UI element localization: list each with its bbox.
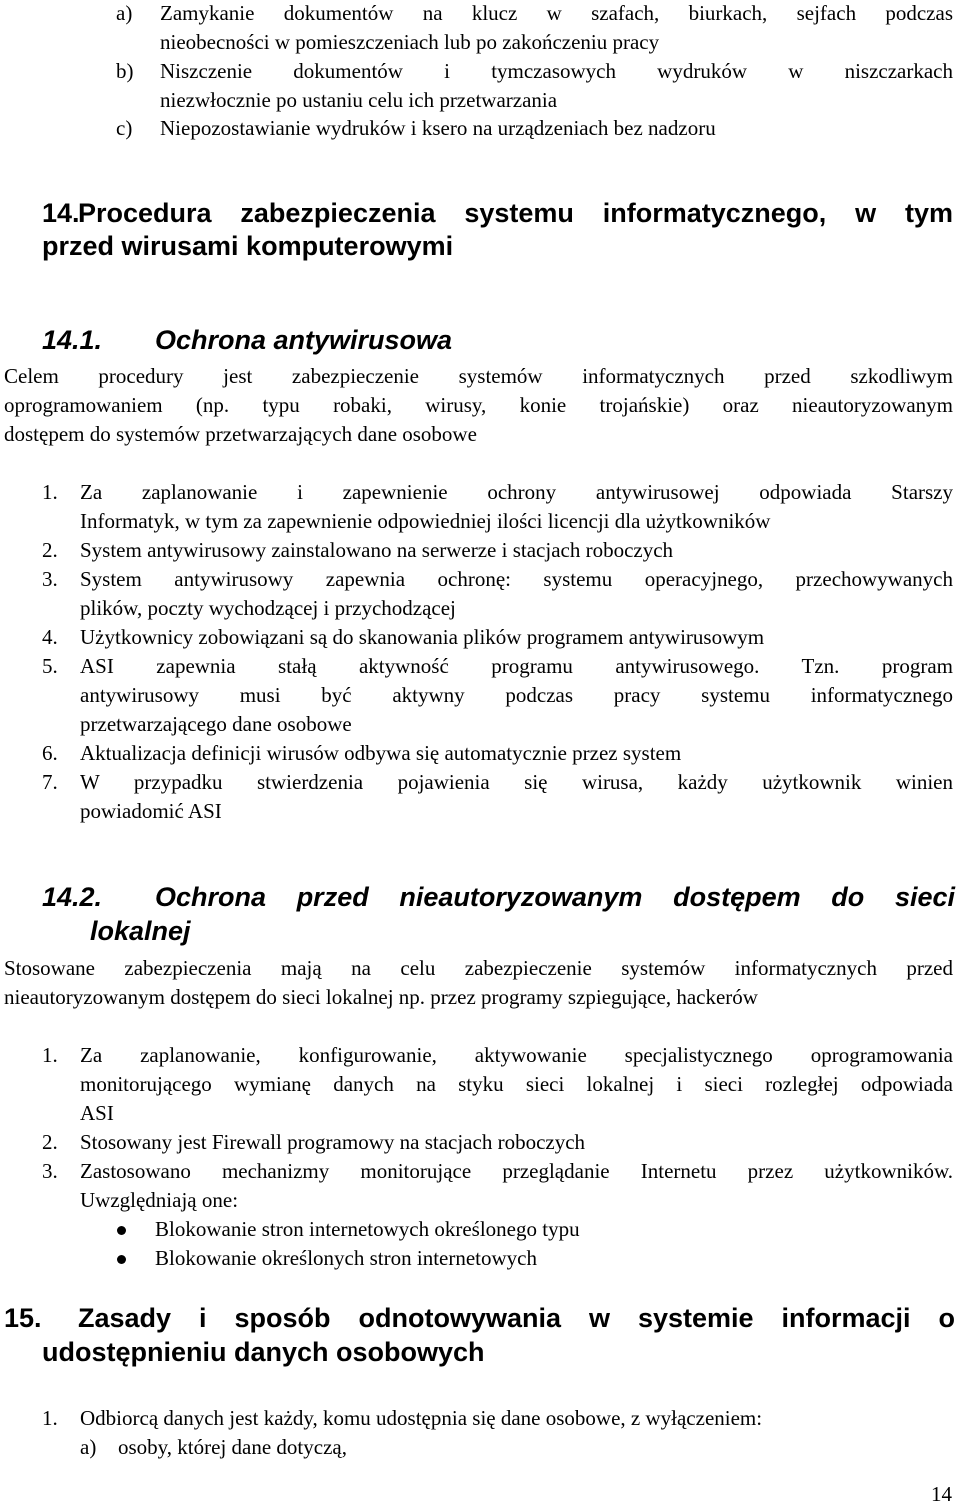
heading-number: 14.2. xyxy=(42,882,103,912)
heading-title: Ochrona antywirusowa xyxy=(155,325,453,355)
list-item-text: Za zaplanowanie i zapewnienie ochrony antywirusowej odpowiada Starszy xyxy=(80,480,953,504)
list-marker: a) xyxy=(116,1,133,25)
list-item-text: ASI xyxy=(80,1101,114,1125)
heading-title: Zasady i sposób odnotowywania w systemie informacji o xyxy=(78,1303,955,1333)
list-item-text: W przypadku stwierdzenia pojawienia się wirusa, każdy użytkownik winien xyxy=(80,770,953,794)
list-item-text: niezwłocznie po ustaniu celu ich przetwarzania xyxy=(160,88,558,112)
heading-title: udostępnieniu danych osobowych xyxy=(42,1337,485,1367)
paragraph-line: Stosowane zabezpieczenia mają na celu zabezpieczenie systemów informatycznych przed xyxy=(4,956,953,980)
list-item-text: ASI zapewnia stałą aktywność programu antywirusowego. Tzn. program xyxy=(80,654,953,678)
list-marker: b) xyxy=(116,59,134,83)
list-item-text: monitorującego wymianę danych na styku sieci lokalnej i sieci rozległej odpowiada xyxy=(80,1072,953,1096)
list-item-text: Niepozostawianie wydruków i ksero na urządzeniach bez nadzoru xyxy=(160,116,716,140)
list-item-text: System antywirusowy zainstalowano na serwerze i stacjach roboczych xyxy=(80,538,674,562)
heading-title: lokalnej xyxy=(90,916,191,946)
list-item-text: Aktualizacja definicji wirusów odbywa się automatycznie przez system xyxy=(80,741,682,765)
list-item-text: nieobecności w pomieszczeniach lub po zakończeniu pracy xyxy=(160,30,660,54)
list-number: 2. xyxy=(42,538,58,562)
heading-number: 15. xyxy=(4,1303,42,1333)
paragraph-line: dostępem do systemów przetwarzających dane osobowe xyxy=(4,422,477,446)
list-number: 6. xyxy=(42,741,58,765)
bullet-icon xyxy=(117,1226,126,1235)
list-item-text: Niszczenie dokumentów i tymczasowych wydruków w niszczarkach xyxy=(160,59,953,83)
heading-number: 14.1. xyxy=(42,325,103,355)
bullet-icon xyxy=(117,1255,126,1264)
list-number: 3. xyxy=(42,567,58,591)
list-item-text: Uwzględniają one: xyxy=(80,1188,239,1212)
list-number: 7. xyxy=(42,770,58,794)
list-number: 4. xyxy=(42,625,58,649)
list-item-text: antywirusowy musi być aktywny podczas pracy systemu informatycznego xyxy=(80,683,953,707)
bullet-text: Blokowanie określonych stron internetowych xyxy=(155,1246,537,1270)
heading-number: 14. xyxy=(42,198,80,228)
heading-title: Procedura zabezpieczenia systemu informatycznego, w tym xyxy=(78,198,953,228)
list-number: 1. xyxy=(42,1043,58,1067)
list-item-text: Zastosowano mechanizmy monitorujące przeglądanie Internetu przez użytkowników. xyxy=(80,1159,953,1183)
list-number: 2. xyxy=(42,1130,58,1154)
list-item-text: Za zaplanowanie, konfigurowanie, aktywowanie specjalistycznego oprogramowania xyxy=(80,1043,953,1067)
list-item-text: osoby, której dane dotyczą, xyxy=(118,1435,347,1459)
list-number: 3. xyxy=(42,1159,58,1183)
list-item-text: Stosowany jest Firewall programowy na stacjach roboczych xyxy=(80,1130,586,1154)
heading-title: przed wirusami komputerowymi xyxy=(42,231,454,261)
list-item-text: Informatyk, w tym za zapewnienie odpowiedniej ilości licencji dla użytkowników xyxy=(80,509,771,533)
paragraph-line: Celem procedury jest zabezpieczenie systemów informatycznych przed szkodliwym xyxy=(4,364,953,388)
list-marker: c) xyxy=(116,116,133,140)
list-number: 5. xyxy=(42,654,58,678)
bullet-text: Blokowanie stron internetowych określonego typu xyxy=(155,1217,580,1241)
page-number: 14 xyxy=(931,1482,952,1506)
list-item-text: Użytkownicy zobowiązani są do skanowania plików programem antywirusowym xyxy=(80,625,765,649)
list-marker: a) xyxy=(80,1435,97,1459)
list-item-text: Zamykanie dokumentów na klucz w szafach, biurkach, sejfach podczas xyxy=(160,1,953,25)
list-item-text: plików, poczty wychodzącej i przychodzącej xyxy=(80,596,456,620)
list-item-text: przetwarzającego dane osobowe xyxy=(80,712,352,736)
list-number: 1. xyxy=(42,480,58,504)
list-item-text: Odbiorcą danych jest każdy, komu udostępnia się dane osobowe, z wyłączeniem: xyxy=(80,1406,763,1430)
paragraph-line: oprogramowaniem (np. typu robaki, wirusy, konie trojańskie) oraz nieautoryzowanym xyxy=(4,393,953,417)
list-number: 1. xyxy=(42,1406,58,1430)
heading-title: Ochrona przed nieautoryzowanym dostępem do sieci xyxy=(155,882,955,912)
paragraph-line: nieautoryzowanym dostępem do sieci lokalnej np. przez programy szpiegujące, hackerów xyxy=(4,985,758,1009)
list-item-text: powiadomić ASI xyxy=(80,799,222,823)
list-item-text: System antywirusowy zapewnia ochronę: systemu operacyjnego, przechowywanych xyxy=(80,567,953,591)
